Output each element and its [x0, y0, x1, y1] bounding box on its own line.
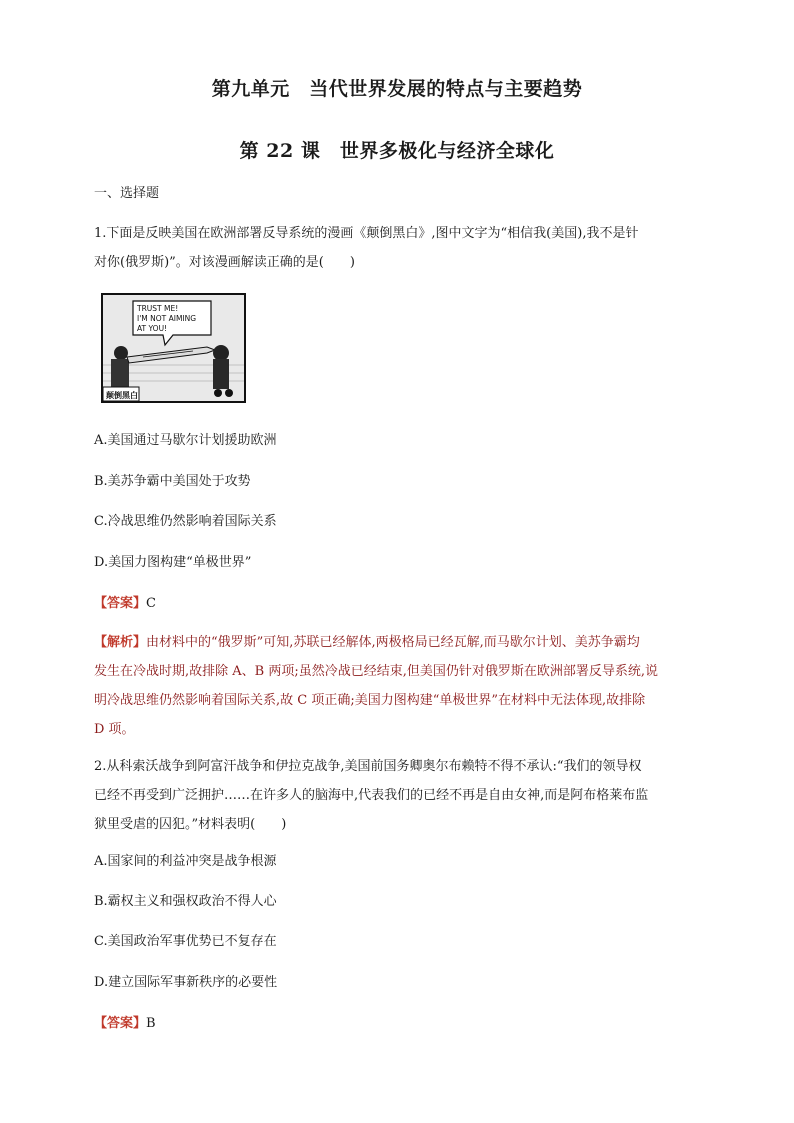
question-2-answer [94, 1013, 704, 1034]
answer-value: B [146, 1016, 156, 1031]
cartoon-drawing [103, 295, 244, 401]
question-1-stem-line1: 1.下面是反映美国在欧洲部署反导系统的漫画《颠倒黑白》,图中文字为“相信我(美国),我不是针 [94, 226, 639, 241]
question-1-option-b: B.美苏争霸中美国处于攻势 [94, 474, 251, 489]
bubble-line-1: TRUST ME! [137, 304, 179, 313]
answer-label: 【答案】 [94, 596, 147, 611]
question-1-analysis [94, 628, 704, 744]
question-2-stem-line3: 狱里受虐的囚犯。”材料表明( ) [94, 817, 287, 832]
analysis-label: 【解析】 [94, 635, 147, 650]
question-2-stem [94, 752, 704, 839]
question-1-option-c: C.冷战思维仍然影响着国际关系 [94, 514, 277, 529]
cartoon-caption: 颠倒黑白 [106, 391, 138, 400]
question-1-stem-line2: 对你(俄罗斯)”。对该漫画解读正确的是( ) [94, 255, 355, 270]
answer-label: 【答案】 [94, 1016, 147, 1031]
analysis-line-2: 发生在冷战时期,故排除 A、B 两项;虽然冷战已经结束,但美国仍针对俄罗斯在欧洲部署反导系统,说 [94, 664, 658, 679]
lesson-title: 第 22 课 世界多极化与经济全球化 [239, 140, 555, 162]
question-2-option-a: A.国家间的利益冲突是战争根源 [94, 854, 277, 869]
question-1-option-d: D.美国力图构建“单极世界” [94, 555, 252, 570]
question-2-stem-line1: 2.从科索沃战争到阿富汗战争和伊拉克战争,美国前国务卿奥尔布赖特不得不承认:“我们的领导权 [94, 759, 642, 774]
question-1-stem [94, 219, 704, 277]
question-2-option-d: D.建立国际军事新秩序的必要性 [94, 975, 278, 990]
cartoon-image [101, 293, 246, 403]
unit-title: 第九单元 当代世界发展的特点与主要趋势 [211, 78, 583, 100]
analysis-line-4: D 项。 [94, 722, 135, 737]
question-2-option-b: B.霸权主义和强权政治不得人心 [94, 894, 277, 909]
question-2-stem-line2: 已经不再受到广泛拥护……在许多人的脑海中,代表我们的已经不再是自由女神,而是阿布格莱布监 [94, 788, 649, 803]
question-1-answer [94, 593, 704, 614]
bubble-line-3: AT YOU! [137, 324, 168, 333]
analysis-line-1: 由材料中的“俄罗斯”可知,苏联已经解体,两极格局已经瓦解,而马歇尔计划、美苏争霸均 [146, 635, 640, 650]
section-heading: 一、选择题 [94, 186, 160, 201]
question-1-option-a: A.美国通过马歇尔计划援助欧洲 [94, 433, 277, 448]
analysis-line-3: 明冷战思维仍然影响着国际关系,故 C 项正确;美国力图构建“单极世界”在材料中无法体现,故排除 [94, 693, 646, 708]
answer-value: C [146, 596, 156, 611]
question-2-option-c: C.美国政治军事优势已不复存在 [94, 934, 277, 949]
bubble-line-2: I'M NOT AIMING [137, 314, 197, 323]
